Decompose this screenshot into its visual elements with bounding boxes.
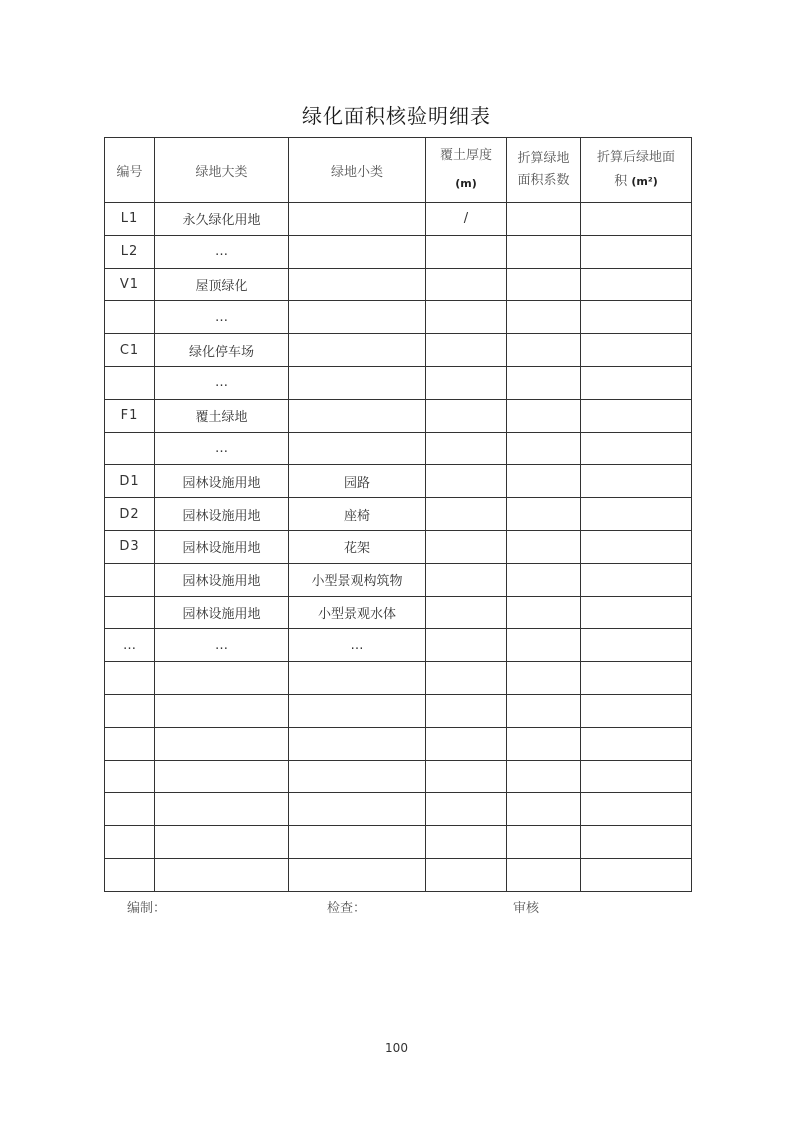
table-row [105,563,692,596]
cell-code [105,694,155,727]
cell-coefficient [507,760,581,793]
cell-minor-category [289,793,426,826]
cell-minor-category [289,366,426,399]
cell-coefficient [507,826,581,859]
cell-minor-category [289,662,426,695]
table-row [105,235,692,268]
cell-major-category: 园林设施用地 [155,596,289,629]
cell-major-category [155,662,289,695]
cell-converted-area [581,727,692,760]
table-row [105,203,692,236]
cell-coefficient [507,235,581,268]
cell-soil-thickness [426,334,507,367]
cell-coefficient [507,858,581,891]
cell-coefficient [507,563,581,596]
cell-converted-area [581,694,692,727]
cell-code [105,826,155,859]
cell-major-category: 园林设施用地 [155,498,289,531]
header-coefficient [507,138,581,203]
table-row [105,760,692,793]
cell-soil-thickness [426,530,507,563]
cell-coefficient [507,399,581,432]
cell-major-category: 园林设施用地 [155,563,289,596]
cell-code: L2 [105,235,155,268]
table-row [105,268,692,301]
cell-code [105,662,155,695]
cell-soil-thickness [426,727,507,760]
cell-converted-area [581,366,692,399]
cell-code [105,596,155,629]
cell-minor-category: 园路 [289,465,426,498]
table-row [105,301,692,334]
header-converted-area [581,138,692,203]
header-soil-unit: (m) [455,177,477,190]
cell-coefficient [507,432,581,465]
cell-soil-thickness [426,826,507,859]
table-row [105,432,692,465]
cell-converted-area [581,301,692,334]
cell-converted-area [581,596,692,629]
cell-code: V1 [105,268,155,301]
cell-major-category: … [155,629,289,662]
cell-code: D3 [105,530,155,563]
cell-major-category [155,858,289,891]
cell-major-category: 屋顶绿化 [155,268,289,301]
table-header-row [105,138,692,203]
cell-converted-area [581,268,692,301]
green-area-table [104,137,692,892]
cell-soil-thickness [426,563,507,596]
cell-converted-area [581,563,692,596]
cell-major-category: 园林设施用地 [155,530,289,563]
cell-soil-thickness [426,793,507,826]
cell-minor-category [289,727,426,760]
table-row [105,399,692,432]
cell-major-category: … [155,432,289,465]
cell-converted-area [581,858,692,891]
page-title: 绿化面积核验明细表 [302,104,491,128]
cell-soil-thickness [426,235,507,268]
cell-soil-thickness [426,760,507,793]
cell-minor-category: … [289,629,426,662]
footer-compiled-by: 编制： [127,901,167,916]
table-row [105,826,692,859]
table-row [105,662,692,695]
cell-code [105,858,155,891]
cell-coefficient [507,301,581,334]
cell-converted-area [581,203,692,236]
cell-minor-category [289,826,426,859]
table-row [105,793,692,826]
cell-converted-area [581,826,692,859]
table-row [105,727,692,760]
cell-converted-area [581,498,692,531]
cell-converted-area [581,662,692,695]
header-coef-line1: 折算绿地 [517,151,570,166]
cell-coefficient [507,334,581,367]
cell-converted-area [581,432,692,465]
cell-minor-category: 花架 [289,530,426,563]
footer-reviewed-by: 审核 [513,901,540,916]
cell-coefficient [507,203,581,236]
header-area-line2: 积 [614,174,628,189]
cell-minor-category [289,203,426,236]
cell-code [105,366,155,399]
cell-soil-thickness [426,858,507,891]
cell-soil-thickness [426,399,507,432]
header-area-unit: (m²) [631,175,658,188]
table-row [105,858,692,891]
page-number: 100 [385,1041,408,1055]
cell-minor-category: 小型景观水体 [289,596,426,629]
cell-code: C1 [105,334,155,367]
cell-coefficient [507,465,581,498]
cell-coefficient [507,793,581,826]
cell-soil-thickness [426,268,507,301]
cell-minor-category [289,235,426,268]
header-major-category: 绿地大类 [155,138,289,203]
cell-converted-area [581,399,692,432]
table-row [105,530,692,563]
cell-soil-thickness [426,432,507,465]
cell-minor-category [289,858,426,891]
cell-minor-category [289,432,426,465]
cell-coefficient [507,662,581,695]
cell-coefficient [507,629,581,662]
cell-code [105,760,155,793]
cell-soil-thickness [426,662,507,695]
cell-code [105,793,155,826]
cell-coefficient [507,530,581,563]
cell-major-category [155,694,289,727]
cell-converted-area [581,530,692,563]
table-row [105,498,692,531]
cell-converted-area [581,235,692,268]
cell-code [105,432,155,465]
cell-code: D2 [105,498,155,531]
cell-soil-thickness [426,596,507,629]
cell-coefficient [507,596,581,629]
cell-converted-area [581,629,692,662]
cell-soil-thickness [426,366,507,399]
cell-major-category [155,727,289,760]
cell-converted-area [581,465,692,498]
cell-major-category: 园林设施用地 [155,465,289,498]
cell-major-category: 绿化停车场 [155,334,289,367]
cell-code [105,727,155,760]
cell-converted-area [581,793,692,826]
cell-coefficient [507,694,581,727]
cell-major-category: … [155,301,289,334]
header-area-line1: 折算后绿地面 [596,150,675,165]
table-row [105,596,692,629]
table-row [105,334,692,367]
cell-soil-thickness [426,301,507,334]
cell-code: L1 [105,203,155,236]
cell-code: … [105,629,155,662]
cell-major-category: … [155,235,289,268]
cell-major-category [155,760,289,793]
header-soil-thickness [426,138,507,203]
cell-minor-category [289,399,426,432]
header-code: 编号 [105,138,155,203]
cell-minor-category [289,760,426,793]
cell-converted-area [581,334,692,367]
cell-code: D1 [105,465,155,498]
cell-major-category: 永久绿化用地 [155,203,289,236]
cell-coefficient [507,498,581,531]
cell-minor-category [289,268,426,301]
cell-minor-category: 小型景观构筑物 [289,563,426,596]
cell-coefficient [507,366,581,399]
cell-minor-category: 座椅 [289,498,426,531]
table-row [105,694,692,727]
table-row [105,629,692,662]
cell-code [105,301,155,334]
table-row [105,465,692,498]
cell-coefficient [507,727,581,760]
cell-major-category: … [155,366,289,399]
footer-checked-by: 检查： [327,901,367,916]
cell-soil-thickness: / [426,203,507,236]
cell-code: F1 [105,399,155,432]
header-minor-category: 绿地小类 [289,138,426,203]
cell-minor-category [289,694,426,727]
cell-soil-thickness [426,629,507,662]
table-row [105,366,692,399]
cell-converted-area [581,760,692,793]
cell-soil-thickness [426,465,507,498]
cell-major-category [155,793,289,826]
cell-coefficient [507,268,581,301]
cell-major-category: 覆土绿地 [155,399,289,432]
cell-minor-category [289,334,426,367]
cell-soil-thickness [426,498,507,531]
cell-soil-thickness [426,694,507,727]
cell-major-category [155,826,289,859]
header-soil-label: 覆土厚度 [439,148,492,163]
cell-code [105,563,155,596]
cell-minor-category [289,301,426,334]
header-coef-line2: 面积系数 [517,173,570,188]
